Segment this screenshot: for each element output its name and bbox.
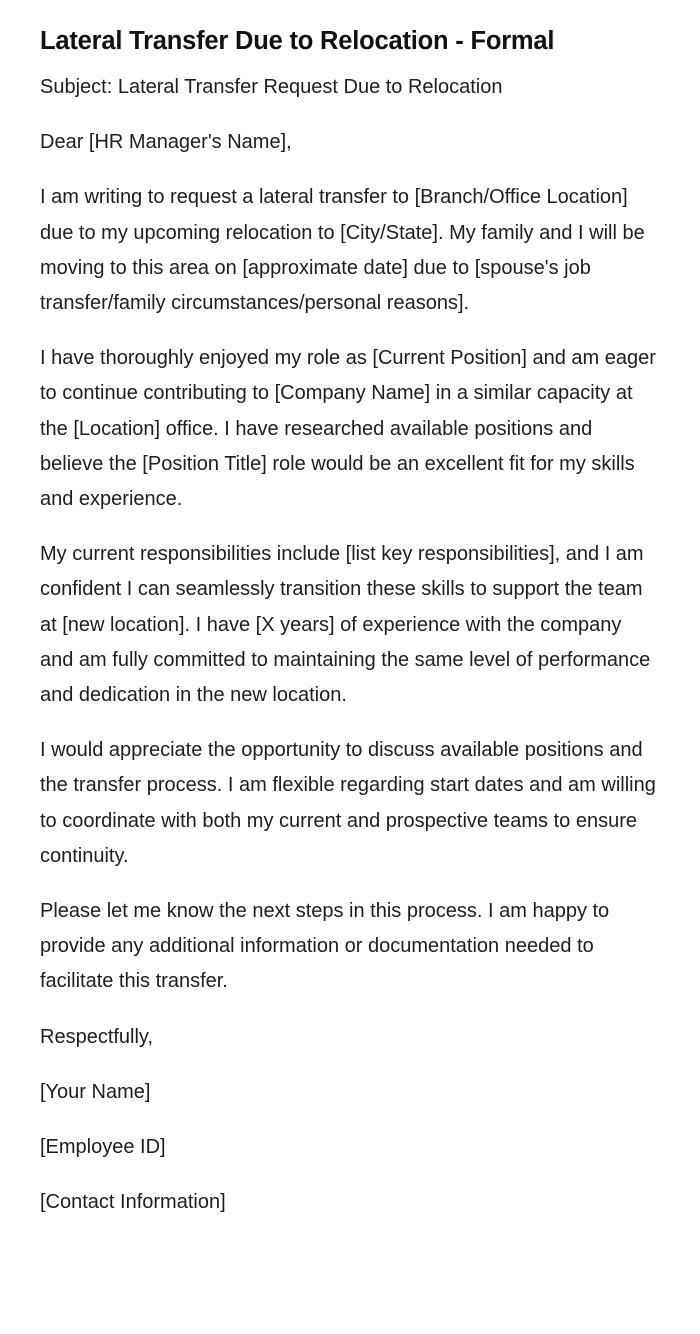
subject-line: Subject: Lateral Transfer Request Due to Relocation [40, 76, 503, 98]
signature-contact: [Contact Information] [40, 1191, 226, 1214]
body-paragraph-2: I have thoroughly enjoyed my role as [Current Position] and am eager to continue contributing to [Company Name] in a similar capacity at the [Location] office. I have researched available positions and believe the [Position Title] role would be an excellent fit for my skills and experience. [40, 347, 656, 511]
letter-body [40, 70, 660, 1220]
signature-name: [Your Name] [40, 1080, 151, 1103]
closing-line: Respectfully, [40, 1025, 154, 1048]
body-paragraph-4: I would appreciate the opportunity to discuss available positions and the transfer process. I am flexible regarding start dates and am willing to coordinate with both my current and prospective teams to ensure continuity. [40, 739, 656, 867]
signature-employee-id: [Employee ID] [40, 1136, 166, 1159]
body-paragraph-5: Please let me know the next steps in this process. I am happy to provide any additional information or documentation needed to facilitate this transfer. [40, 900, 610, 993]
salutation: Dear [HR Manager's Name], [40, 131, 292, 154]
body-paragraph-1: I am writing to request a lateral transfer to [Branch/Office Location] due to my upcoming relocation to [City/State]. My family and I will be moving to this area on [approximate date] due to [spouse's job transfer/family circumstances/personal reasons]. [40, 186, 645, 315]
body-paragraph-3: My current responsibilities include [list key responsibilities], and I am confident I can seamlessly transition these skills to support the team at [new location]. I have [X years] of experience with the company and am fully committed to maintaining the same level of performance and dedication in the new location. [40, 543, 651, 707]
document-title: Lateral Transfer Due to Relocation - Formal [40, 27, 555, 55]
